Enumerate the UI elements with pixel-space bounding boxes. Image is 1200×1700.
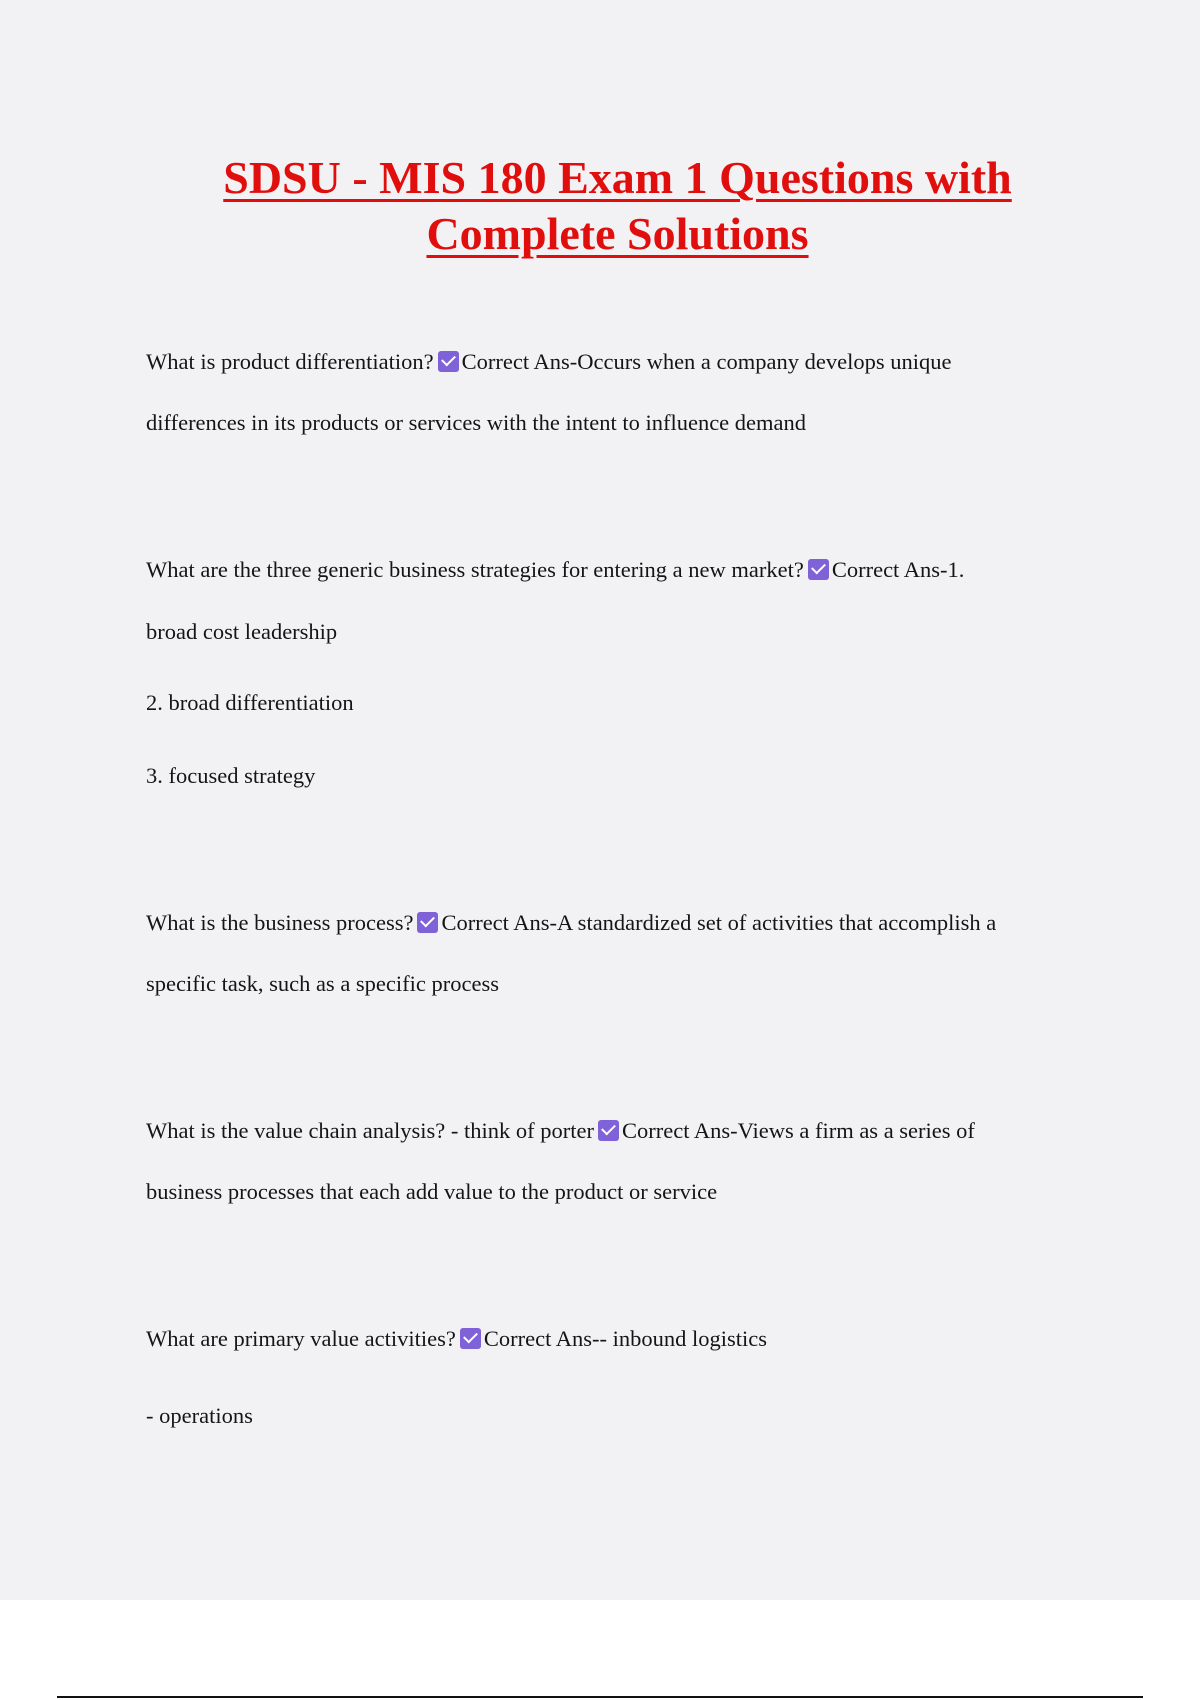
qa-4-answer-line-2: business processes that each add value to the product or service [146, 1179, 718, 1204]
qa-1-answer-line-1: Correct Ans-Occurs when a company develops unique [461, 349, 952, 374]
qa-5-line-1 [146, 1325, 767, 1353]
qa-2-question: What are the three generic business strategies for entering a new market? [146, 557, 804, 582]
title-line-2: Complete Solutions [426, 208, 809, 259]
document-title [0, 150, 1200, 262]
checkbox-checked-icon [598, 1120, 619, 1141]
qa-4-question: What is the value chain analysis? - think of porter [146, 1118, 594, 1143]
qa-1-line-1 [146, 348, 951, 376]
page-divider [57, 1696, 1143, 1698]
qa-4-line-1 [146, 1117, 975, 1145]
qa-3-line-1 [146, 909, 996, 937]
qa-5-answer-line-1: Correct Ans-- inbound logistics [483, 1326, 767, 1351]
qa-2-line-1 [146, 556, 964, 584]
qa-2-answer-line-3: 2. broad differentiation [146, 690, 354, 715]
qa-2-answer-line-4: 3. focused strategy [146, 763, 316, 788]
checkbox-checked-icon [417, 912, 438, 933]
qa-1-answer-line-2: differences in its products or services with the intent to influence demand [146, 410, 807, 435]
checkbox-checked-icon [808, 559, 829, 580]
qa-2-answer-line-2: broad cost leadership [146, 619, 338, 644]
checkbox-checked-icon [460, 1328, 481, 1349]
checkbox-checked-icon [438, 351, 459, 372]
title-line-1: SDSU - MIS 180 Exam 1 Questions with [223, 152, 1012, 203]
qa-5-answer-line-2: - operations [146, 1403, 253, 1428]
qa-5-question: What are primary value activities? [146, 1326, 456, 1351]
qa-1-question: What is product differentiation? [146, 349, 434, 374]
qa-3-question: What is the business process? [146, 910, 414, 935]
qa-4-answer-line-1: Correct Ans-Views a firm as a series of [621, 1118, 975, 1143]
qa-2-answer-line-1: Correct Ans-1. [831, 557, 965, 582]
qa-3-answer-line-2: specific task, such as a specific process [146, 971, 499, 996]
qa-3-answer-line-1: Correct Ans-A standardized set of activities that accomplish a [441, 910, 997, 935]
